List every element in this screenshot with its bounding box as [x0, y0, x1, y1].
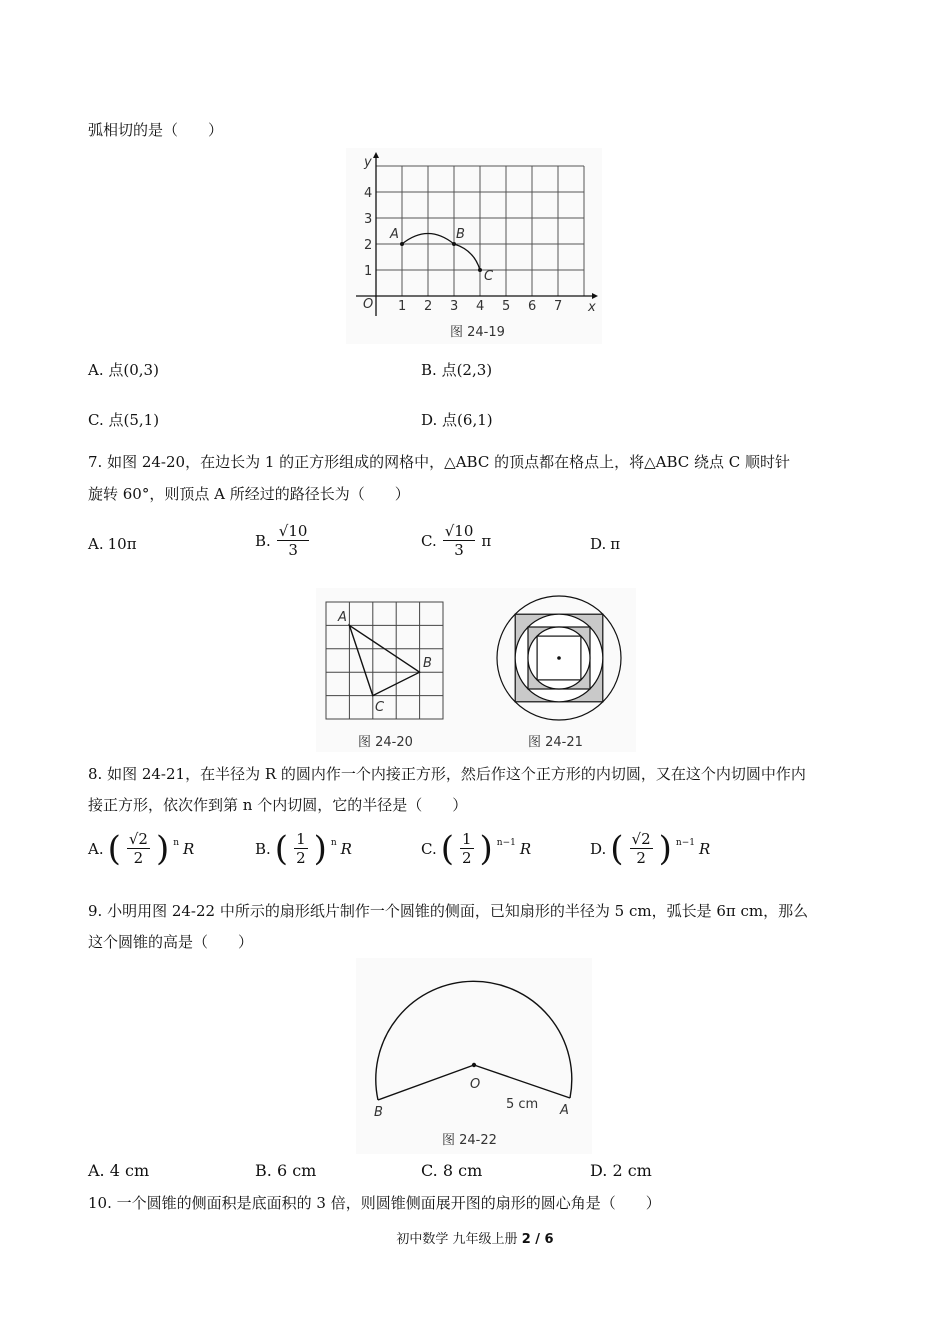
figure-24-19-svg	[346, 148, 602, 344]
q9-option-a[interactable]: A. 4 cm	[88, 1161, 150, 1180]
x-tick-labels	[398, 299, 562, 314]
fig22-point-b: B	[374, 1105, 383, 1120]
y-tick-label: 4	[364, 186, 373, 201]
footer-course: 初中数学 九年级上册	[396, 1232, 518, 1247]
y-axis-label: y	[364, 155, 372, 170]
q8-option-d[interactable]: D. ( $\frac{√2}{2}$ ) n−1 R	[590, 828, 711, 869]
y-tick-labels	[364, 186, 372, 279]
point-b-label: B	[456, 227, 465, 242]
y-tick-label: 3	[364, 212, 373, 227]
page-footer	[0, 1228, 950, 1247]
x-tick-label: 6	[528, 299, 537, 314]
origin-label: O	[363, 297, 374, 312]
y-tick-label: 1	[364, 264, 373, 279]
q9-option-c[interactable]: C. 8 cm	[421, 1161, 483, 1180]
q8-line1: 8. 如图 24-21，在半径为 R 的圆内作一个内接正方形，然后作这个正方形的内切圆，又在这个内切圆中作内	[88, 765, 806, 783]
q7-line2: 旋转 60°，则顶点 A 所经过的路径长为（ ）	[88, 485, 410, 503]
figure-24-22-svg	[356, 958, 592, 1154]
y-tick-label: 2	[364, 238, 373, 253]
q8-line2: 接正方形，依次作到第 n 个内切圆，它的半径是（ ）	[88, 796, 468, 814]
q9-option-b[interactable]: B. 6 cm	[255, 1161, 317, 1180]
q6-option-c[interactable]: C. 点(5,1)	[88, 411, 160, 429]
fig22-center-label: O	[470, 1077, 481, 1092]
fig20-point-c: C	[375, 700, 385, 715]
figure-24-22	[356, 958, 592, 1154]
fig20-point-a: A	[338, 610, 347, 625]
fig22-point-a: A	[560, 1103, 569, 1118]
q9-line2: 这个圆锥的高是（ ）	[88, 933, 254, 951]
figure-24-19	[346, 148, 602, 344]
page-number: 2 / 6	[521, 1232, 554, 1247]
figure-24-20-caption: 图 24-20	[358, 735, 413, 750]
figure-24-20-21	[316, 588, 636, 752]
q9-option-d[interactable]: D. 2 cm	[590, 1161, 652, 1180]
fig20-point-b: B	[423, 656, 432, 671]
x-tick-label: 4	[476, 299, 485, 314]
q7-line1: 7. 如图 24-20，在边长为 1 的正方形组成的网格中，△ABC 的顶点都在格点上，将△ABC 绕点 C 顺时针	[88, 453, 791, 471]
fig22-radius-label: 5 cm	[506, 1097, 539, 1112]
q10-line1: 10. 一个圆锥的侧面积是底面积的 3 倍，则圆锥侧面展开图的扇形的圆心角是（ ）	[88, 1194, 661, 1212]
q8-option-c[interactable]: C. ( $\frac{1}{2}$ ) n−1 R	[421, 828, 532, 869]
q6-tail: 弧相切的是（ ）	[88, 121, 224, 139]
q6-option-a[interactable]: A. 点(0,3)	[88, 361, 159, 379]
figure-24-22-caption: 图 24-22	[442, 1133, 497, 1148]
x-tick-label: 3	[450, 299, 459, 314]
x-tick-label: 5	[502, 299, 511, 314]
q6-option-d[interactable]: D. 点(6,1)	[421, 411, 493, 429]
figure-24-21-caption: 图 24-21	[528, 735, 583, 750]
x-tick-label: 1	[398, 299, 407, 314]
q7-option-c[interactable]: C. $\frac{√10}{3}$ π	[421, 522, 492, 559]
figure-24-20-21-svg	[316, 588, 636, 752]
q8-option-b[interactable]: B. ( $\frac{1}{2}$ ) n R	[255, 828, 352, 869]
q7-option-d[interactable]: D. π	[590, 535, 621, 553]
point-c-label: C	[484, 269, 494, 284]
x-tick-label: 7	[554, 299, 563, 314]
figure-24-19-caption: 图 24-19	[450, 325, 505, 340]
point-a-label: A	[390, 227, 399, 242]
q6-option-b[interactable]: B. 点(2,3)	[421, 361, 493, 379]
q9-line1: 9. 小明用图 24-22 中所示的扇形纸片制作一个圆锥的侧面，已知扇形的半径为 5 cm，弧长是 6π cm，那么	[88, 902, 809, 920]
x-tick-label: 2	[424, 299, 433, 314]
q7-option-b[interactable]: B. $\frac{√10}{3}$	[255, 522, 308, 559]
x-axis-label: x	[588, 300, 596, 315]
q8-option-a[interactable]: A. ( $\frac{√2}{2}$ ) n R	[88, 828, 195, 869]
q7-option-a[interactable]: A. 10π	[88, 535, 137, 553]
